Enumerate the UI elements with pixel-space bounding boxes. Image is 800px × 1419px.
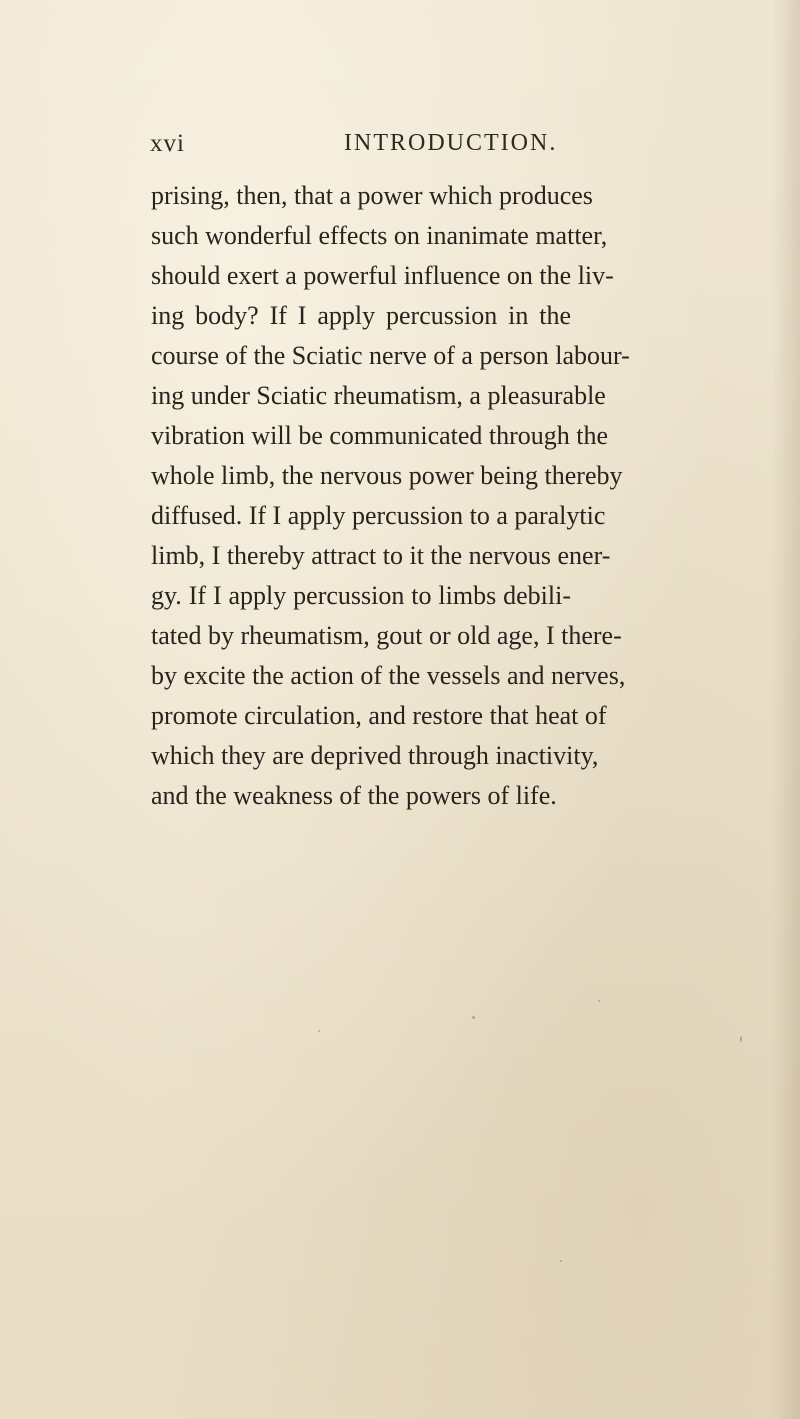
text-line: limb, I thereby attract to it the nervous ener- [151, 541, 611, 570]
paper-speck [318, 1030, 320, 1032]
text-line: whole limb, the nervous power being thereby [151, 461, 623, 490]
page-edge-shadow [772, 0, 800, 1419]
body-text [151, 176, 630, 816]
text-line: gy. If I apply percussion to limbs debili- [151, 581, 571, 610]
running-title: INTRODUCTION. [344, 130, 558, 156]
paper-speck [472, 1016, 475, 1019]
text-line: ing under Sciatic rheumatism, a pleasurable [151, 381, 606, 410]
text-line: which they are deprived through inactivity, [151, 741, 599, 770]
paper-speck [598, 1000, 600, 1002]
text-line: course of the Sciatic nerve of a person labour- [151, 341, 630, 370]
page-number: xvi [150, 130, 185, 157]
text-line: by excite the action of the vessels and nerves, [151, 661, 626, 690]
text-line: promote circulation, and restore that heat of [151, 701, 607, 730]
paper-speck [560, 1260, 562, 1262]
text-line: prising, then, that a power which produces [151, 181, 593, 210]
text-line: ing body? If I apply percussion in the [151, 301, 571, 330]
text-line: and the weakness of the powers of life. [151, 781, 557, 810]
text-line: diffused. If I apply percussion to a paralytic [151, 501, 606, 530]
paper-speck [740, 1036, 742, 1042]
running-head [150, 130, 570, 164]
text-line: tated by rheumatism, gout or old age, I there- [151, 621, 622, 650]
text-line: such wonderful effects on inanimate matter, [151, 221, 608, 250]
text-line: should exert a powerful influence on the liv- [151, 261, 614, 290]
text-line: vibration will be communicated through the [151, 421, 609, 450]
